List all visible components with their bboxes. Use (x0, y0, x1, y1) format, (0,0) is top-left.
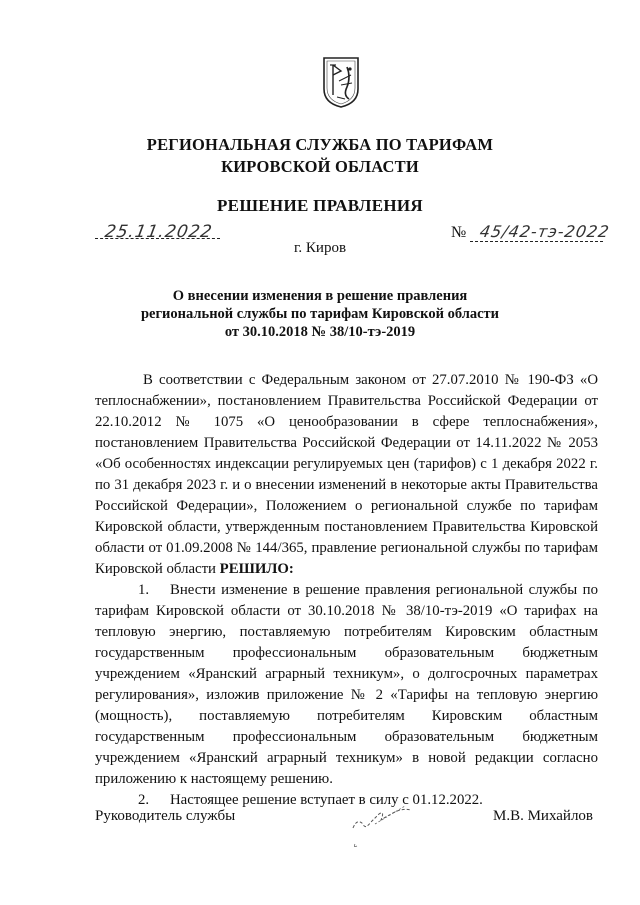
organization-name-line2: КИРОВСКОЙ ОБЛАСТИ (221, 157, 419, 176)
document-title: РЕШЕНИЕ ПРАВЛЕНИЯ (217, 196, 423, 215)
handwritten-signature-icon (335, 800, 435, 855)
kirov-coat-of-arms-icon (321, 55, 361, 109)
signatory-name: М.В. Михайлов (493, 808, 594, 824)
list-item (95, 580, 598, 790)
subject-line1: О внесении изменения в решение правления (172, 288, 468, 304)
subject-line2: региональной службы по тарифам Кировской области (140, 306, 500, 322)
document-body (95, 370, 598, 811)
number-sign: № (451, 224, 467, 241)
document-number: 45/42-тэ-2022 (478, 222, 612, 241)
item-text: Настоящее решение вступает в силу с 01.12.2022. (170, 792, 483, 808)
subject-line3: от 30.10.2018 № 38/10-тэ-2019 (224, 324, 416, 340)
organization-name-line1: РЕГИОНАЛЬНАЯ СЛУЖБА ПО ТАРИФАМ (146, 135, 494, 154)
city: г. Киров (293, 240, 347, 256)
preamble-paragraph (95, 370, 598, 580)
document-date: 25.11.2022 (103, 222, 215, 242)
date-underline (95, 238, 220, 239)
signatory-position: Руководитель службы (95, 808, 236, 824)
resolved-keyword: РЕШИЛО: (219, 561, 294, 577)
preamble-text: В соответствии с Федеральным законом от 27.07.2010 № 190-ФЗ «О теплоснабжении», постановлением Правительства Российской Федерации от 22.10.2012 № 1075 «О ценообразовании в сфере теплоснабжения», постановлением Правительства Российской Федерации от 14.11.2022 № 2053 «Об особенностях индексации регулируемых цен (тарифов) с 1 декабря 2022 г. по 31 декабря 2023 г. и о внесении изменений в некоторые акты Правительства Российской Федерации», Положением о региональной службе по тарифам Кировской области, утвержденным постановлением Правительства Кировской области от 01.09.2008 № 144/365, правление региональной службы по тарифам Кировской области (95, 372, 598, 577)
item-number: 1. (138, 582, 150, 598)
item-number: 2. (138, 792, 150, 808)
item-text: Внести изменение в решение правления региональной службы по тарифам Кировской области от 30.10.2018 № 38/10-тэ-2019 «О тарифах на тепловую энергию, поставляемую потребителям Кировским областным государственным профессиональным образовательным бюджетным учреждением «Яранский аграрный техникум», о долгосрочных параметрах регулирования», изложив приложение № 2 «Тарифы на тепловую энергию (мощность), поставляемую потребителям Кировским областным государственным профессиональным образовательным бюджетным учреждением «Яранский аграрный техникум» в новой редакции согласно приложению к настоящему решению. (95, 582, 598, 787)
